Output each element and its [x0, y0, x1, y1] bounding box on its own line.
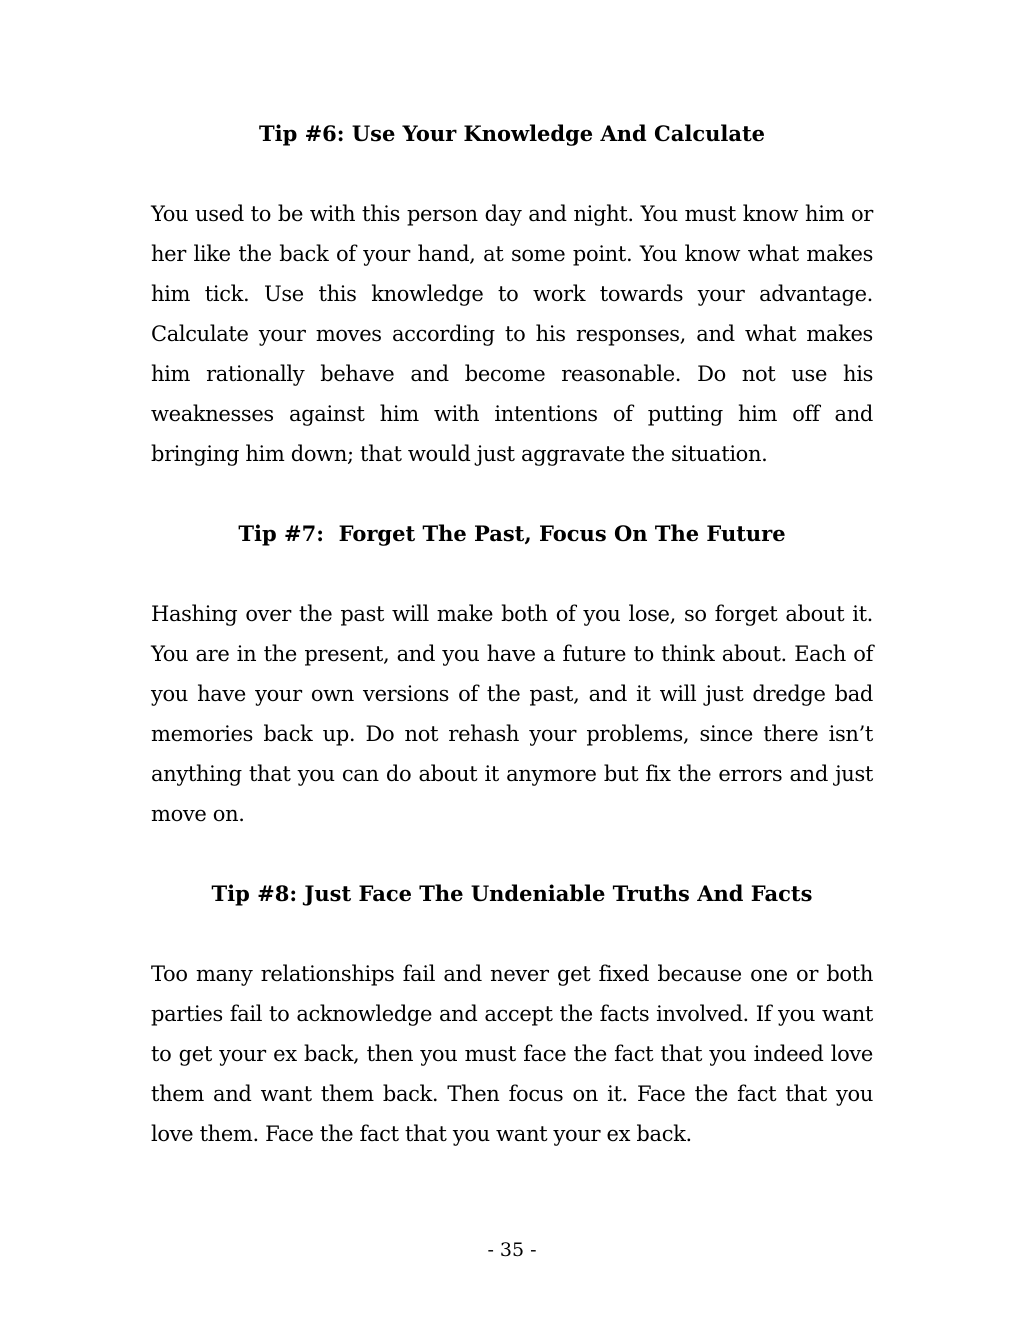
tip-6-paragraph: You used to be with this person day and night. You must know him or her like the back of your hand, at some point. You know what makes him tick. Use this knowledge to work towards your advantage. Calculate your moves according to his responses, and what makes him rationally behave and become reasonable. Do not use his weaknesses against him with intentions of putting him off and bringing him down; that would just aggravate the situation.: [151, 202, 873, 466]
tip-8-paragraph: Too many relationships fail and never get fixed because one or both parties fail to acknowledge and accept the facts involved. If you want to get your ex back, then you must face the fact that you indeed love them and want them back. Then focus on it. Face the fact that you love them. Face the fact that you want your ex back.: [151, 962, 873, 1146]
tip-8-heading: Tip #8: Just Face The Undeniable Truths And Facts: [211, 881, 813, 906]
tip-7-paragraph: Hashing over the past will make both of you lose, so forget about it. You are in the present, and you have a future to think about. Each of you have your own versions of the past, and it will just dredge bad memories back up. Do not rehash your problems, since there isn’t anything that you can do about it anymore but fix the errors and just move on.: [151, 602, 873, 826]
page-number: - 35 -: [487, 1239, 537, 1261]
tip-7-heading: Tip #7: Forget The Past, Focus On The Future: [238, 521, 786, 546]
tip-6-heading: Tip #6: Use Your Knowledge And Calculate: [258, 121, 766, 146]
page-content: [151, 114, 873, 1154]
